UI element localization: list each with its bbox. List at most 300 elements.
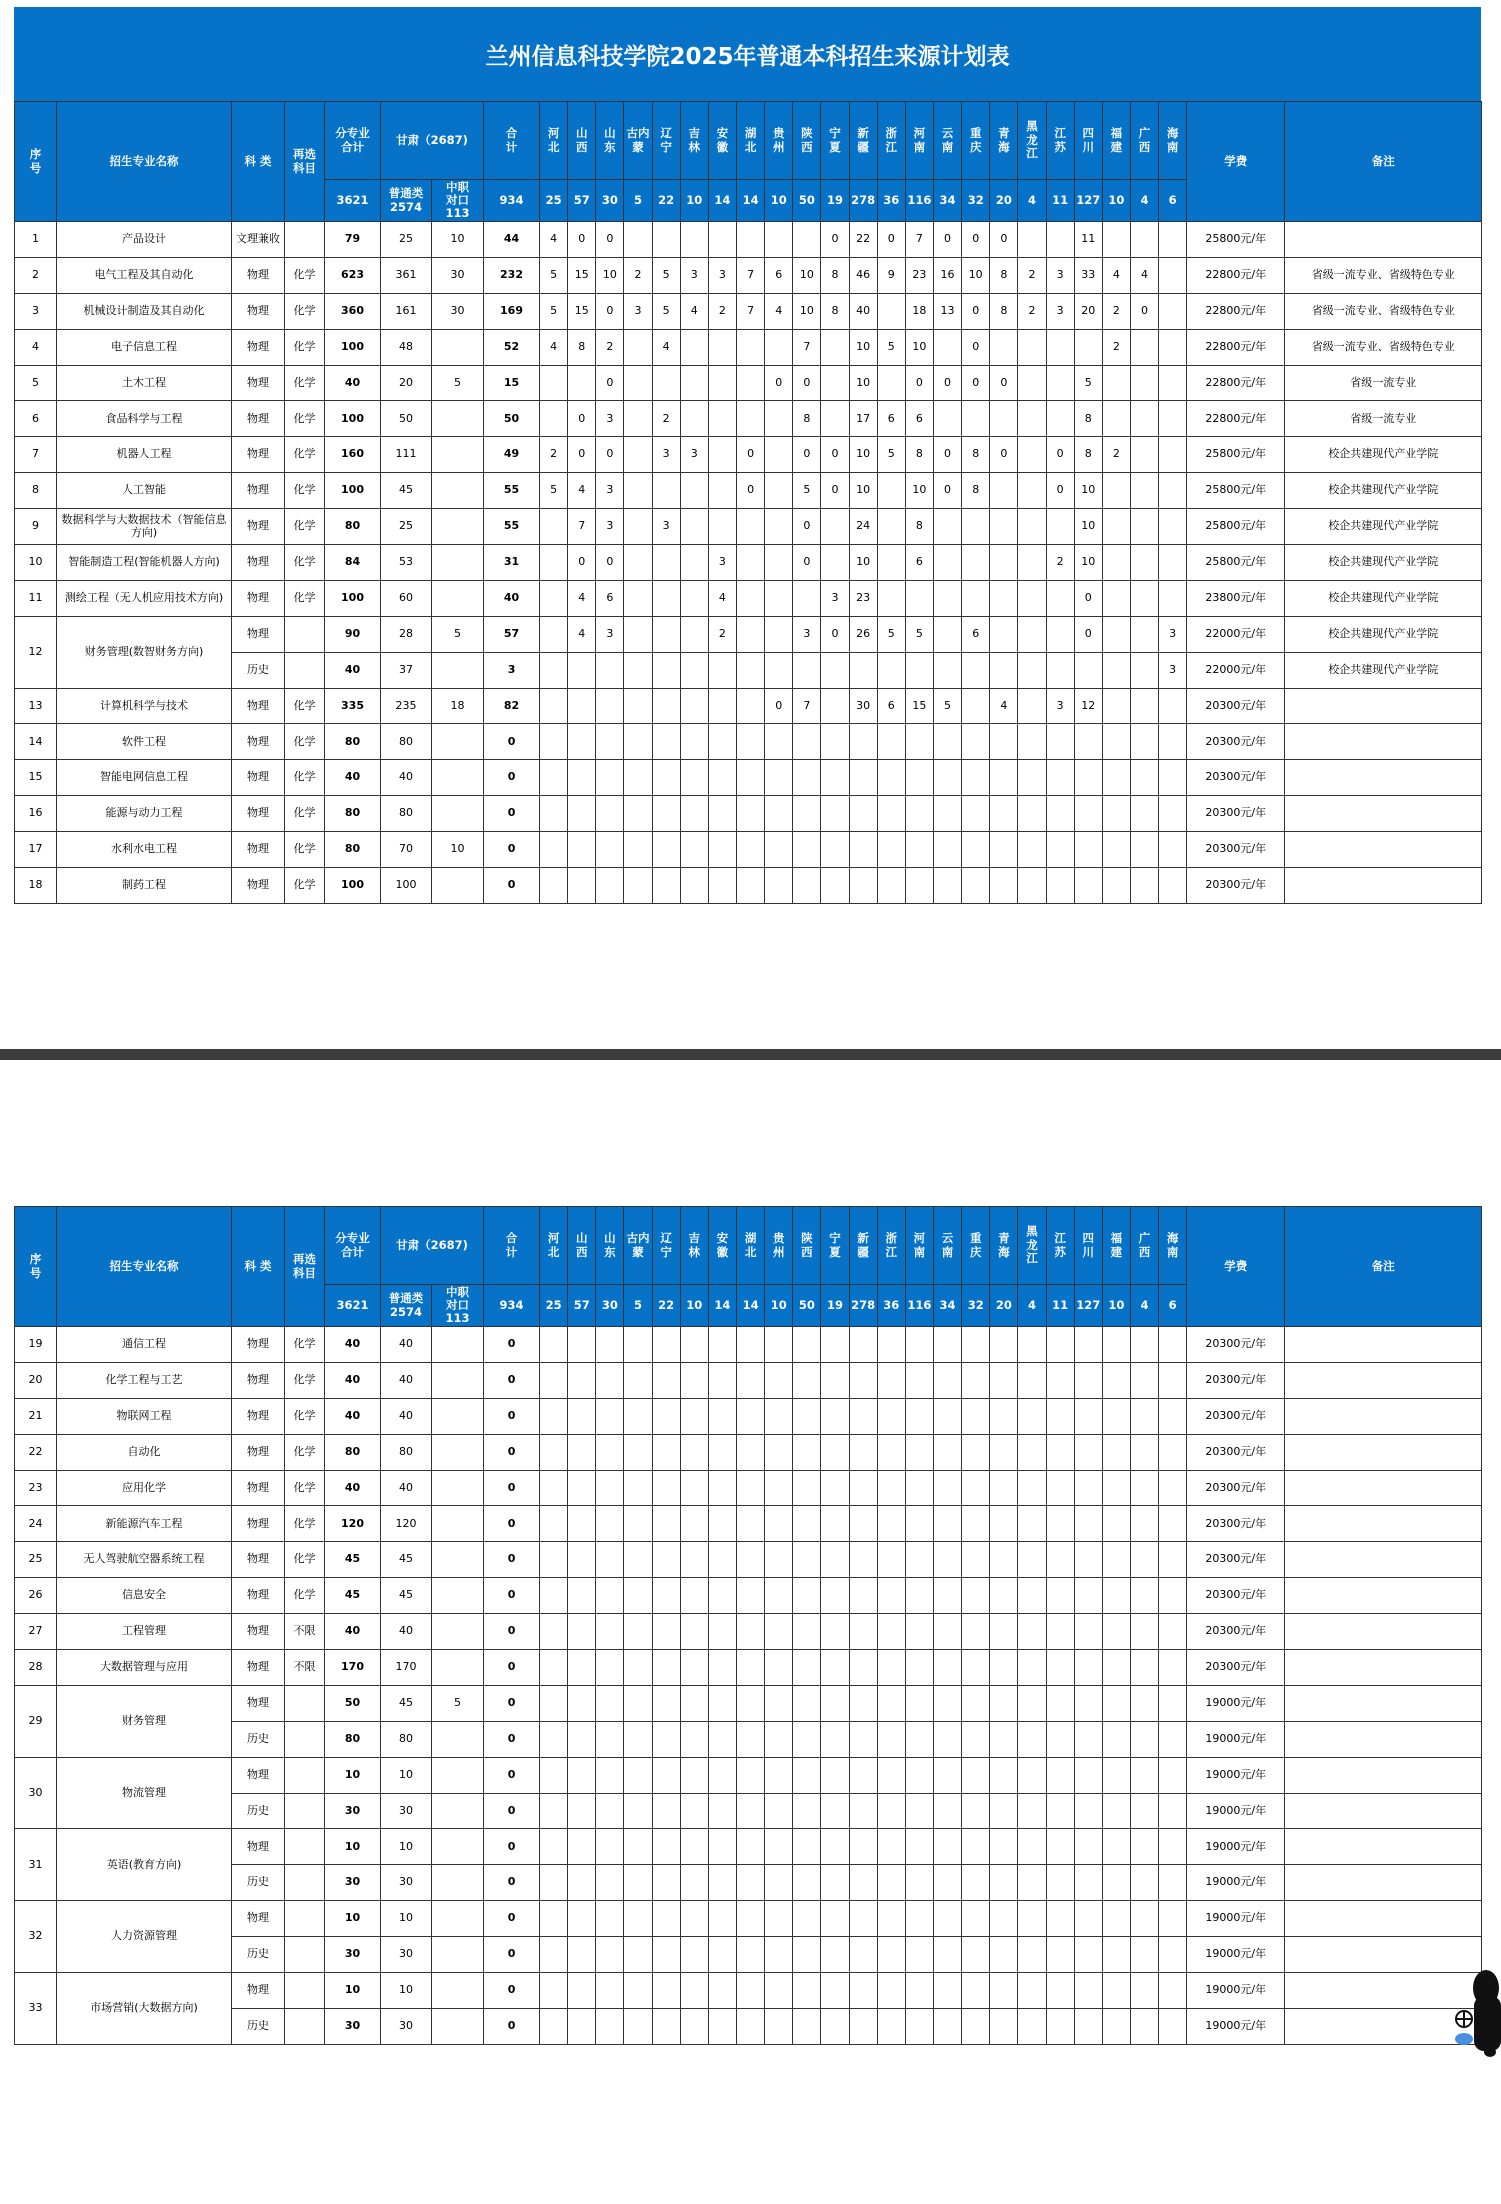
header-province: 福 建 bbox=[1102, 102, 1130, 180]
row-province-quota bbox=[1018, 1542, 1046, 1578]
header-province: 贵 州 bbox=[765, 102, 793, 180]
row-province-quota bbox=[849, 760, 877, 796]
row-province-quota bbox=[962, 868, 990, 904]
row-province-quota bbox=[596, 760, 624, 796]
row-subtotal: 160 bbox=[325, 437, 381, 473]
row-province-quota bbox=[821, 1793, 849, 1829]
header-province: 宁 夏 bbox=[821, 1207, 849, 1285]
row-gansu-general: 45 bbox=[381, 473, 432, 509]
row-province-quota bbox=[1159, 1362, 1187, 1398]
row-province-quota bbox=[849, 1506, 877, 1542]
row-province-quota: 0 bbox=[990, 437, 1018, 473]
row-province-quota: 20 bbox=[1074, 293, 1102, 329]
row-province-quota bbox=[568, 2008, 596, 2044]
row-category: 物理 bbox=[232, 1829, 285, 1865]
row-province-quota: 6 bbox=[596, 580, 624, 616]
row-province-quota: 8 bbox=[962, 473, 990, 509]
row-category: 物理 bbox=[232, 293, 285, 329]
row-seq: 11 bbox=[15, 580, 57, 616]
row-province-quota bbox=[737, 688, 765, 724]
row-tuition-fee: 20300元/年 bbox=[1187, 832, 1285, 868]
row-province-quota bbox=[680, 1434, 708, 1470]
row-province-quota bbox=[990, 401, 1018, 437]
row-category: 物理 bbox=[232, 1973, 285, 2009]
row-province-quota bbox=[624, 1434, 652, 1470]
row-reselect: 化学 bbox=[285, 796, 325, 832]
row-category: 物理 bbox=[232, 1650, 285, 1686]
row-province-quota bbox=[568, 1362, 596, 1398]
row-province-quota: 6 bbox=[765, 257, 793, 293]
row-province-quota bbox=[708, 1937, 736, 1973]
row-province-quota bbox=[962, 545, 990, 581]
row-province-quota: 2 bbox=[1018, 293, 1046, 329]
row-province-quota bbox=[765, 724, 793, 760]
row-province-quota bbox=[737, 509, 765, 545]
row-province-quota bbox=[737, 1721, 765, 1757]
row-gansu-vocational bbox=[432, 760, 484, 796]
table-row bbox=[15, 2008, 1482, 2044]
row-total: 44 bbox=[484, 222, 540, 258]
row-province-quota bbox=[1018, 1721, 1046, 1757]
row-reselect: 化学 bbox=[285, 401, 325, 437]
row-province-quota bbox=[905, 1327, 933, 1363]
row-reselect bbox=[285, 1757, 325, 1793]
page-divider bbox=[0, 1049, 1501, 1060]
row-province-quota bbox=[1074, 832, 1102, 868]
row-total: 57 bbox=[484, 616, 540, 652]
row-province-quota: 0 bbox=[596, 437, 624, 473]
row-province-quota bbox=[877, 1506, 905, 1542]
row-province-quota: 2 bbox=[708, 616, 736, 652]
row-tuition-fee: 25800元/年 bbox=[1187, 222, 1285, 258]
row-province-quota bbox=[1159, 1865, 1187, 1901]
row-province-quota bbox=[765, 437, 793, 473]
row-province-quota bbox=[1046, 1434, 1074, 1470]
row-tuition-fee: 20300元/年 bbox=[1187, 1327, 1285, 1363]
row-province-quota: 0 bbox=[990, 222, 1018, 258]
row-gansu-general: 30 bbox=[381, 1793, 432, 1829]
row-province-quota: 10 bbox=[962, 257, 990, 293]
row-major-name: 工程管理 bbox=[57, 1614, 232, 1650]
row-subtotal: 80 bbox=[325, 509, 381, 545]
row-province-quota bbox=[652, 1434, 680, 1470]
row-province-quota bbox=[624, 1542, 652, 1578]
row-province-quota: 6 bbox=[877, 401, 905, 437]
row-province-quota bbox=[1046, 1614, 1074, 1650]
row-province-quota bbox=[990, 616, 1018, 652]
row-tuition-fee: 19000元/年 bbox=[1187, 1757, 1285, 1793]
row-province-quota bbox=[708, 1542, 736, 1578]
row-reselect: 化学 bbox=[285, 580, 325, 616]
row-province-quota bbox=[933, 1685, 961, 1721]
row-province-quota bbox=[680, 473, 708, 509]
row-province-quota bbox=[737, 1685, 765, 1721]
row-province-quota bbox=[540, 832, 568, 868]
row-province-quota bbox=[596, 1865, 624, 1901]
row-province-quota bbox=[962, 1901, 990, 1937]
row-gansu-general: 80 bbox=[381, 1434, 432, 1470]
row-province-quota bbox=[933, 1973, 961, 2009]
row-province-quota bbox=[1130, 796, 1158, 832]
row-province-quota: 0 bbox=[568, 437, 596, 473]
row-reselect: 不限 bbox=[285, 1614, 325, 1650]
enrollment-table-part-2 bbox=[14, 1206, 1482, 2045]
row-province-quota bbox=[933, 1650, 961, 1686]
row-reselect: 化学 bbox=[285, 329, 325, 365]
row-province-quota bbox=[990, 1506, 1018, 1542]
row-province-quota: 0 bbox=[821, 473, 849, 509]
row-province-quota bbox=[737, 1650, 765, 1686]
row-province-quota bbox=[624, 616, 652, 652]
row-province-quota bbox=[1159, 1506, 1187, 1542]
row-remark bbox=[1285, 1757, 1482, 1793]
row-province-quota bbox=[877, 760, 905, 796]
row-province-quota bbox=[877, 1793, 905, 1829]
row-province-quota bbox=[933, 509, 961, 545]
row-tuition-fee: 19000元/年 bbox=[1187, 1973, 1285, 2009]
row-province-quota bbox=[1074, 329, 1102, 365]
row-gansu-vocational bbox=[432, 1829, 484, 1865]
header-province: 河 南 bbox=[905, 1207, 933, 1285]
row-province-quota: 6 bbox=[962, 616, 990, 652]
row-province-quota bbox=[540, 688, 568, 724]
row-province-quota bbox=[1102, 1937, 1130, 1973]
character-mascot-icon[interactable] bbox=[1450, 1966, 1501, 2066]
row-province-quota bbox=[1130, 688, 1158, 724]
row-remark: 省级一流专业、省级特色专业 bbox=[1285, 257, 1482, 293]
row-province-quota bbox=[624, 1937, 652, 1973]
row-province-quota bbox=[1102, 1650, 1130, 1686]
header-total: 合 计 bbox=[484, 1207, 540, 1285]
row-province-quota bbox=[1018, 437, 1046, 473]
row-province-quota bbox=[624, 760, 652, 796]
row-tuition-fee: 20300元/年 bbox=[1187, 688, 1285, 724]
row-province-quota bbox=[1046, 509, 1074, 545]
row-province-quota bbox=[1159, 580, 1187, 616]
row-province-quota bbox=[708, 401, 736, 437]
row-province-quota bbox=[652, 868, 680, 904]
row-province-quota: 3 bbox=[680, 437, 708, 473]
row-seq: 7 bbox=[15, 437, 57, 473]
row-province-quota bbox=[652, 724, 680, 760]
row-province-quota bbox=[877, 1829, 905, 1865]
row-province-quota bbox=[737, 1829, 765, 1865]
row-province-quota bbox=[1018, 1434, 1046, 1470]
row-province-quota: 8 bbox=[821, 293, 849, 329]
row-gansu-general: 30 bbox=[381, 1937, 432, 1973]
row-province-quota bbox=[821, 401, 849, 437]
table-row bbox=[15, 509, 1482, 545]
row-gansu-vocational bbox=[432, 796, 484, 832]
row-province-quota bbox=[821, 1362, 849, 1398]
row-province-quota: 5 bbox=[905, 616, 933, 652]
row-province-quota bbox=[540, 1506, 568, 1542]
row-province-quota bbox=[765, 401, 793, 437]
row-province-quota bbox=[737, 580, 765, 616]
row-province-quota bbox=[596, 1829, 624, 1865]
row-province-quota: 0 bbox=[962, 365, 990, 401]
row-gansu-general: 80 bbox=[381, 1721, 432, 1757]
row-gansu-general: 40 bbox=[381, 1327, 432, 1363]
row-province-quota bbox=[849, 1327, 877, 1363]
row-province-quota: 3 bbox=[1159, 616, 1187, 652]
row-province-quota bbox=[624, 1398, 652, 1434]
row-province-quota bbox=[962, 1650, 990, 1686]
row-province-quota bbox=[933, 1542, 961, 1578]
row-province-quota bbox=[1046, 1327, 1074, 1363]
row-province-quota bbox=[990, 724, 1018, 760]
row-province-quota bbox=[624, 1865, 652, 1901]
row-reselect: 化学 bbox=[285, 868, 325, 904]
header-province: 江 苏 bbox=[1046, 102, 1074, 180]
row-province-quota bbox=[1102, 1973, 1130, 2009]
row-province-quota bbox=[962, 401, 990, 437]
row-seq: 9 bbox=[15, 509, 57, 545]
row-seq: 29 bbox=[15, 1685, 57, 1757]
row-province-quota bbox=[652, 1865, 680, 1901]
table-row bbox=[15, 1757, 1482, 1793]
row-province-quota bbox=[596, 868, 624, 904]
row-province-quota bbox=[1102, 1614, 1130, 1650]
row-province-quota bbox=[905, 1362, 933, 1398]
row-subtotal: 30 bbox=[325, 1937, 381, 1973]
row-province-quota: 4 bbox=[540, 222, 568, 258]
row-province-quota bbox=[821, 688, 849, 724]
row-total: 3 bbox=[484, 652, 540, 688]
row-province-quota bbox=[652, 1614, 680, 1650]
row-province-quota bbox=[1102, 365, 1130, 401]
row-province-quota bbox=[568, 1973, 596, 2009]
row-province-quota bbox=[1130, 329, 1158, 365]
row-gansu-general: 361 bbox=[381, 257, 432, 293]
row-province-quota bbox=[540, 545, 568, 581]
row-province-quota bbox=[680, 688, 708, 724]
row-province-quota bbox=[849, 1614, 877, 1650]
row-province-quota bbox=[1130, 1865, 1158, 1901]
row-remark bbox=[1285, 1901, 1482, 1937]
header-province-quota: 20 bbox=[990, 180, 1018, 222]
row-province-quota bbox=[1130, 1650, 1158, 1686]
row-province-quota bbox=[1159, 509, 1187, 545]
row-province-quota bbox=[568, 1793, 596, 1829]
row-province-quota bbox=[652, 2008, 680, 2044]
row-gansu-general: 40 bbox=[381, 1614, 432, 1650]
row-remark bbox=[1285, 1398, 1482, 1434]
row-province-quota bbox=[849, 1937, 877, 1973]
row-remark bbox=[1285, 1470, 1482, 1506]
row-seq: 26 bbox=[15, 1578, 57, 1614]
row-province-quota bbox=[1018, 1614, 1046, 1650]
row-province-quota bbox=[652, 1721, 680, 1757]
row-province-quota bbox=[624, 1614, 652, 1650]
row-province-quota bbox=[596, 1901, 624, 1937]
row-province-quota bbox=[1130, 1901, 1158, 1937]
row-province-quota bbox=[962, 1614, 990, 1650]
header-gansu-vocational: 中职 对口 113 bbox=[432, 1285, 484, 1327]
row-category: 物理 bbox=[232, 1470, 285, 1506]
header-province: 浙 江 bbox=[877, 1207, 905, 1285]
table-row bbox=[15, 329, 1482, 365]
row-province-quota bbox=[905, 652, 933, 688]
row-province-quota bbox=[821, 1901, 849, 1937]
row-province-quota bbox=[877, 1973, 905, 2009]
header-seq: 序 号 bbox=[15, 1207, 57, 1327]
header-gansu-general: 普通类 2574 bbox=[381, 180, 432, 222]
row-gansu-vocational bbox=[432, 1973, 484, 2009]
row-province-quota bbox=[540, 1829, 568, 1865]
row-province-quota bbox=[1074, 1829, 1102, 1865]
row-seq: 31 bbox=[15, 1829, 57, 1901]
row-province-quota bbox=[680, 1327, 708, 1363]
row-province-quota bbox=[849, 1542, 877, 1578]
row-province-quota bbox=[905, 1434, 933, 1470]
row-province-quota bbox=[624, 365, 652, 401]
row-province-quota bbox=[540, 2008, 568, 2044]
row-province-quota: 0 bbox=[765, 688, 793, 724]
row-province-quota bbox=[1018, 222, 1046, 258]
row-province-quota: 10 bbox=[793, 293, 821, 329]
row-major-name: 食品科学与工程 bbox=[57, 401, 232, 437]
row-province-quota bbox=[849, 1650, 877, 1686]
row-seq: 6 bbox=[15, 401, 57, 437]
row-province-quota bbox=[793, 1434, 821, 1470]
row-seq: 18 bbox=[15, 868, 57, 904]
row-province-quota: 0 bbox=[793, 437, 821, 473]
row-remark bbox=[1285, 868, 1482, 904]
header-province-quota: 4 bbox=[1018, 1285, 1046, 1327]
row-total: 0 bbox=[484, 1685, 540, 1721]
row-province-quota bbox=[877, 1901, 905, 1937]
row-province-quota bbox=[1159, 1973, 1187, 2009]
row-province-quota bbox=[1018, 1829, 1046, 1865]
row-major-name: 财务管理 bbox=[57, 1685, 232, 1757]
row-category: 物理 bbox=[232, 1578, 285, 1614]
table-row bbox=[15, 365, 1482, 401]
header-province-quota: 278 bbox=[849, 180, 877, 222]
row-province-quota bbox=[680, 1901, 708, 1937]
row-province-quota: 2 bbox=[708, 293, 736, 329]
row-reselect: 化学 bbox=[285, 1327, 325, 1363]
row-province-quota bbox=[1130, 473, 1158, 509]
row-province-quota bbox=[680, 1362, 708, 1398]
row-major-name: 产品设计 bbox=[57, 222, 232, 258]
row-province-quota bbox=[990, 545, 1018, 581]
row-province-quota bbox=[1018, 509, 1046, 545]
row-reselect bbox=[285, 1793, 325, 1829]
row-province-quota bbox=[1046, 1578, 1074, 1614]
row-gansu-vocational bbox=[432, 545, 484, 581]
row-gansu-vocational bbox=[432, 473, 484, 509]
header-province: 陕 西 bbox=[793, 1207, 821, 1285]
row-province-quota: 10 bbox=[1074, 509, 1102, 545]
row-province-quota bbox=[708, 1685, 736, 1721]
row-province-quota bbox=[765, 1542, 793, 1578]
row-province-quota bbox=[933, 724, 961, 760]
row-province-quota bbox=[849, 1362, 877, 1398]
row-subtotal: 10 bbox=[325, 1973, 381, 2009]
row-province-quota: 0 bbox=[1046, 437, 1074, 473]
header-province: 陕 西 bbox=[793, 102, 821, 180]
row-province-quota bbox=[765, 1757, 793, 1793]
row-province-quota bbox=[849, 1578, 877, 1614]
row-province-quota bbox=[1018, 1362, 1046, 1398]
row-gansu-vocational bbox=[432, 580, 484, 616]
row-province-quota: 3 bbox=[652, 509, 680, 545]
row-province-quota bbox=[1018, 1865, 1046, 1901]
row-province-quota: 12 bbox=[1074, 688, 1102, 724]
row-province-quota bbox=[540, 1434, 568, 1470]
table-row bbox=[15, 1685, 1482, 1721]
row-subtotal: 40 bbox=[325, 1327, 381, 1363]
row-province-quota bbox=[877, 293, 905, 329]
row-tuition-fee: 19000元/年 bbox=[1187, 1865, 1285, 1901]
row-province-quota: 5 bbox=[877, 616, 905, 652]
row-major-name: 市场营销(大数据方向) bbox=[57, 1973, 232, 2045]
row-province-quota bbox=[1074, 796, 1102, 832]
row-province-quota bbox=[680, 580, 708, 616]
row-province-quota: 3 bbox=[1046, 257, 1074, 293]
row-province-quota bbox=[1018, 1470, 1046, 1506]
row-reselect bbox=[285, 616, 325, 652]
row-province-quota bbox=[877, 868, 905, 904]
row-gansu-vocational bbox=[432, 437, 484, 473]
row-province-quota bbox=[990, 1721, 1018, 1757]
row-province-quota bbox=[1102, 616, 1130, 652]
row-province-quota bbox=[680, 1937, 708, 1973]
row-gansu-vocational bbox=[432, 509, 484, 545]
row-category: 物理 bbox=[232, 1398, 285, 1434]
row-province-quota bbox=[849, 868, 877, 904]
row-tuition-fee: 22800元/年 bbox=[1187, 257, 1285, 293]
row-province-quota bbox=[765, 1865, 793, 1901]
row-province-quota: 24 bbox=[849, 509, 877, 545]
row-province-quota bbox=[568, 1757, 596, 1793]
row-province-quota bbox=[652, 1327, 680, 1363]
row-province-quota bbox=[905, 1829, 933, 1865]
row-province-quota bbox=[1018, 580, 1046, 616]
row-province-quota bbox=[933, 1398, 961, 1434]
row-province-quota bbox=[680, 329, 708, 365]
row-gansu-vocational: 30 bbox=[432, 293, 484, 329]
row-province-quota bbox=[1074, 1327, 1102, 1363]
row-gansu-vocational bbox=[432, 329, 484, 365]
row-province-quota bbox=[1130, 832, 1158, 868]
row-province-quota bbox=[877, 1757, 905, 1793]
table-row bbox=[15, 545, 1482, 581]
row-gansu-vocational bbox=[432, 1757, 484, 1793]
row-major-name: 软件工程 bbox=[57, 724, 232, 760]
table-row bbox=[15, 724, 1482, 760]
header-province: 贵 州 bbox=[765, 1207, 793, 1285]
row-province-quota bbox=[596, 1757, 624, 1793]
header-province-quota: 19 bbox=[821, 180, 849, 222]
row-province-quota bbox=[568, 1901, 596, 1937]
row-gansu-general: 10 bbox=[381, 1757, 432, 1793]
row-province-quota bbox=[624, 868, 652, 904]
header-province-quota: 4 bbox=[1130, 180, 1158, 222]
row-province-quota bbox=[1046, 832, 1074, 868]
row-province-quota: 0 bbox=[793, 365, 821, 401]
row-province-quota bbox=[540, 1937, 568, 1973]
row-province-quota bbox=[1102, 473, 1130, 509]
row-gansu-general: 30 bbox=[381, 2008, 432, 2044]
row-tuition-fee: 25800元/年 bbox=[1187, 509, 1285, 545]
row-total: 0 bbox=[484, 1973, 540, 2009]
row-province-quota: 2 bbox=[1018, 257, 1046, 293]
row-major-name: 智能电网信息工程 bbox=[57, 760, 232, 796]
row-province-quota bbox=[793, 1829, 821, 1865]
row-province-quota bbox=[1159, 1901, 1187, 1937]
